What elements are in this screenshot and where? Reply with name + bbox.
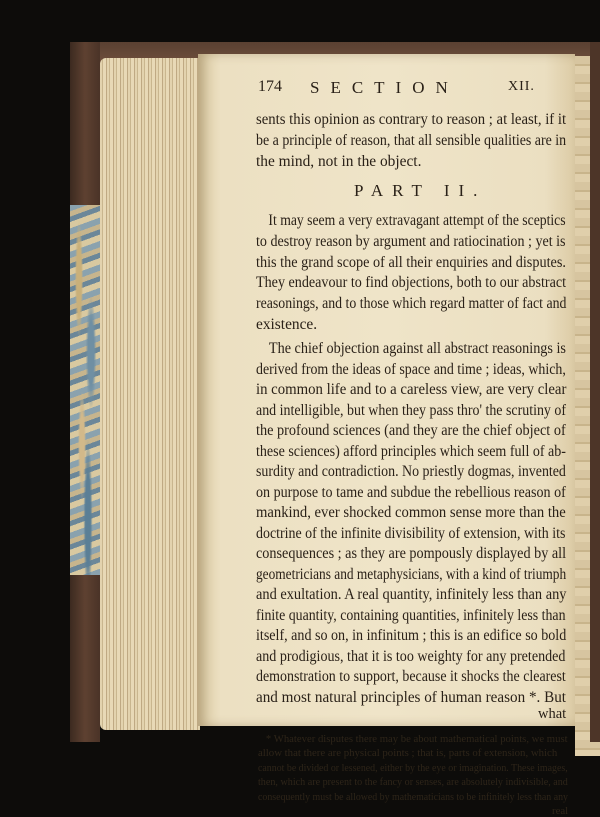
footnote-line: consequently must be allowed by mathematicians to be infinitely less than any [258,790,568,803]
marbled-endpaper [70,205,100,575]
body-line: the profound sciences (and they are the chief object of [256,422,566,440]
body-line: sents this opinion as contrary to reason ; at least, if it [256,111,567,128]
body-line: be a principle of reason, that all sensible qualities are in [256,131,567,149]
page-stack-edge [100,58,200,730]
part-heading: PART II. [354,180,487,200]
body-line: and exultation. A real quantity, infinitely less than any [256,586,567,604]
body-line: on purpose to tame and subdue the rebellious reason of [256,483,566,501]
body-line: and most natural principles of human reason *. But [256,688,566,706]
body-line: derived from the ideas of space and time ; ideas, which, [256,360,566,378]
body-line: demonstration to support, because it shocks the clearest [256,668,566,686]
body-line: geometricians and metaphysicians, with a kind of triumph [256,565,567,583]
book-cover-right [590,42,600,742]
body-line: mankind, ever shocked common sense more than the [256,504,566,522]
body-line: existence. [256,316,318,334]
section-heading: SECTION [310,78,459,97]
footnote-line: then, which are present to the fancy or senses, are absolutely indivisible, and [258,776,568,789]
body-line: They endeavour to find objections, both to our abstract [256,274,567,292]
body-line: and prodigious, that it is too weighty for any pretended [256,647,566,665]
body-line: surdity and contradiction. No priestly dogmas, invented [256,463,566,481]
body-line: finite quantity, containing quantities, infinitely less than [256,606,566,624]
body-line: in common life and to a careless view, are very clear [256,381,567,399]
footnote [258,732,568,805]
body-line: The chief objection against all abstract reasonings is [268,340,566,358]
body-line: itself, and so on, in infinitum ; this is an edifice so bold [256,627,567,645]
footnote-line: * Whatever disputes there may be about mathematical points, we must [265,732,568,745]
body-line: reasonings, and to those which regard matter of fact and [256,295,567,313]
catchword: what [538,705,567,722]
body-line: It may seem a very extravagant attempt of the sceptics [268,211,566,229]
footnote-catchword: real [552,804,569,817]
footnote-line: allow that there are physical points ; that is, parts of extension, which [258,747,558,760]
body-line: consequences ; as they are pompously displayed by all [256,545,567,563]
body-line: this the grand scope of all their enquiries and disputes. [256,253,566,271]
section-numeral: XII. [508,79,535,94]
body-line: doctrine of the infinite divisibility of extension, with its [256,524,566,542]
footnote-line: cannot be divided or lessened, either by the eye or imagination. These images, [258,761,568,774]
body-line: these sciences) afford principles which seem full of ab- [256,442,566,460]
body-line: the mind, not in the object. [256,152,422,170]
body-line: to destroy reason by argument and ratiocination ; yet is [256,232,566,250]
page-number: 174 [258,78,282,95]
body-line: and intelligible, but when they pass thro' the scrutiny of [256,401,566,419]
